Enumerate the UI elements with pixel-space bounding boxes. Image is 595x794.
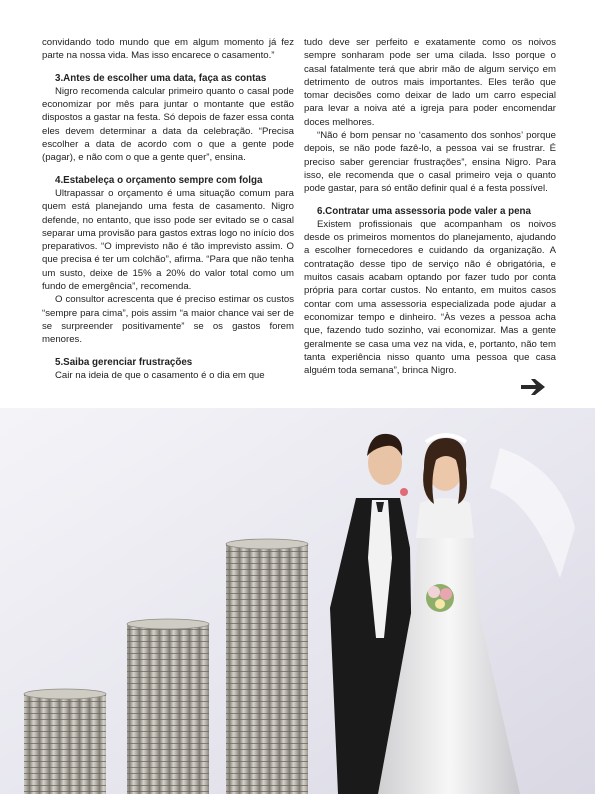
section-heading: 4.Estabeleça o orçamento sempre com folga [55,174,263,186]
paragraph: Ultrapassar o orçamento é uma situação comum para quem está planejando uma festa de casamento. Nigro defende, no entanto, que isso pode ser evitado se o casal separar uma provisão para gastos extras logo no início dos preparativos. “O imprevisto não é tão imprevisto assim. O que precisa é ter um colchão”, afirma. “Para que não tenha um susto, deixe de 15% a 20% do valor total como um fundo de emergência”, recomenda. [42,187,294,293]
paragraph: tudo deve ser perfeito e exatamente como os noivos sempre sonharam pode ser uma cilada. Isso porque o casal fatalmente terá que abrir mão de algum serviço em detrimento de outros mais importantes. Eles terão que tomar decisões como deixar de lado um carro especial para levar a noiva até a igreja para poder encomendar doces melhores. [304,37,556,128]
left-column [42,36,294,382]
paragraph: O consultor acrescenta que é preciso estimar os custos “sempre para cima”, pois assim “a maior chance vai ser de se surpreender positivamente” se os gastos forem menores. [42,294,294,346]
section-heading: 5.Saiba gerenciar frustrações [55,356,193,368]
arrow-right-icon [519,376,549,398]
bouquet [426,584,454,612]
paragraph: convidando todo mundo que em algum momento já fez parte na nossa vida. Mas isso encarece o casamento.” [42,37,294,62]
coin-stack-small [24,689,106,794]
section-heading: 6.Contratar uma assessoria pode valer a pena [317,205,531,217]
section-heading: 3.Antes de escolher uma data, faça as contas [55,72,267,84]
right-column [304,36,556,377]
coins-and-cake-topper-image [0,408,595,794]
paragraph: Existem profissionais que acompanham os noivos desde os primeiros momentos do planejamento, ajudando a escolher fornecedores e cuidando da organização. A contratação desse tipo de serviço não é obrigatória, e muitos casais acabam optando por fazer tudo por conta própria para cortar custos. No entanto, em muitos casos contar com uma assessoria especializada pode ajudar a economizar tempo e dinheiro. “Às vezes a pessoa acha que, fazendo tudo sozinho, vai economizar. Mas a gente geralmente se casa uma vez na vida, e, portanto, não tem tanta experiência nisso quanto uma pessoa que casa alguém toda semana”, brinca Nigro. [304,218,556,377]
paragraph: Nigro recomenda calcular primeiro quanto o casal pode economizar por mês para juntar o montante que estão dispostos a gastar na festa. Só depois de fazer essa conta eles devem determinar a data da celebração. “Precisa escolher a data de acordo com o que a gente pode (pagar), e não com o que a gente quer”, ensina. [42,85,294,164]
coin-stack-medium [127,619,209,794]
paragraph: “Não é bom pensar no ‘casamento dos sonhos’ porque depois, se não pode fazê-lo, a pessoa vai se frustrar. É preciso saber gerenciar frustrações”, ensina Nigro. Para isso, ele recomenda que o casal primeiro veja o quanto pode gastar, para só então definir qual é a festa possível. [304,130,556,195]
paragraph: Cair na ideia de que o casamento é o dia em que [55,369,265,381]
article-photo [0,408,595,794]
coin-stack-large [226,539,308,794]
